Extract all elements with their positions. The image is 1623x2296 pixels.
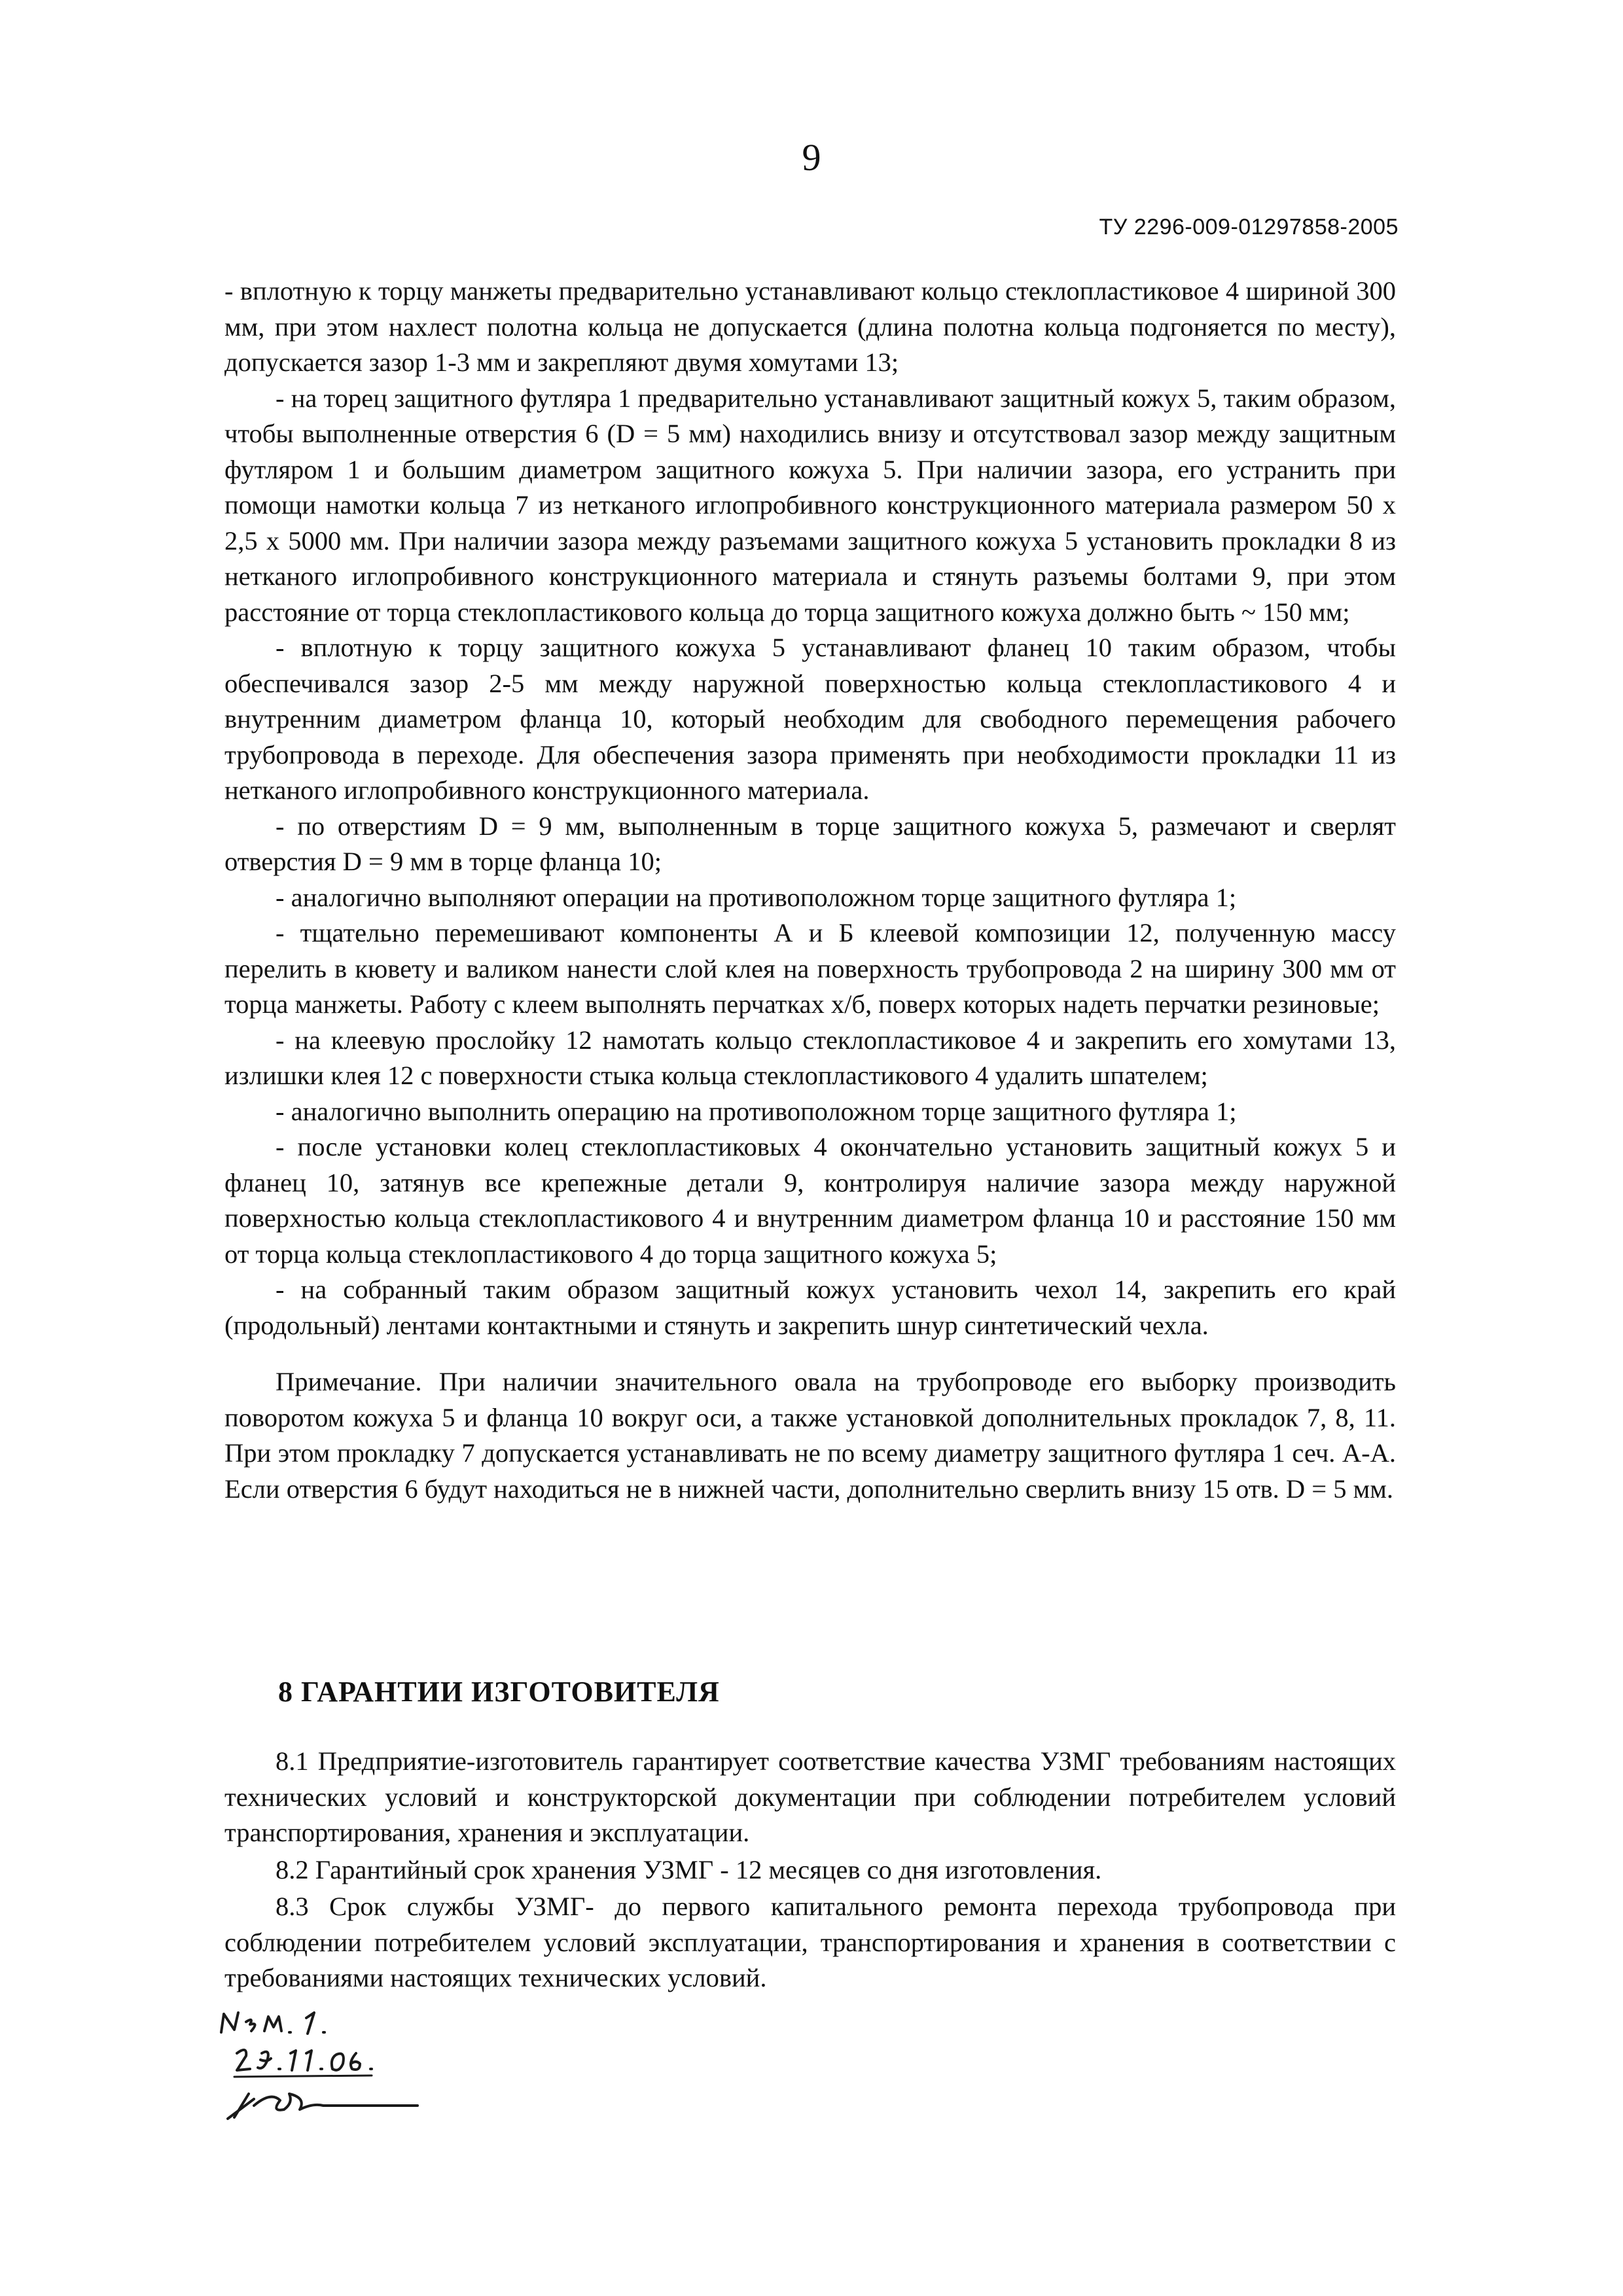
paragraph: - на клеевую прослойку 12 намотать кольцо стеклопластиковое 4 и закрепить его хомутами 13, излишки клея 12 с поверхности стыка кольца стеклопластикового 4 удалить шпателем; — [224, 1025, 1396, 1090]
note-paragraph: Примечание. При наличии значительного овала на трубопроводе его выборку производить поворотом кожуха 5 и фланца 10 вокруг оси, а также установкой дополнительных прокладок 7, 8, 11. При этом прокладку 7 допускается устанавливать не по всему диаметру защитного футляра 1 сеч. А-А. Если отверстия 6 будут находиться не в нижней части, дополнительно сверлить внизу 15 отв. D = 5 мм. — [224, 1367, 1396, 1504]
handwritten-revision-signature — [208, 2007, 431, 2132]
paragraph: - вплотную к торцу манжеты предварительно устанавливают кольцо стеклопластиковое 4 шириной 300 мм, при этом нахлест полотна кольца не допускается (длина полотна кольца подгоняется по месту), допускается зазор 1-3 мм и закрепляют двумя хомутами 13; — [224, 276, 1396, 377]
paragraph: - вплотную к торцу защитного кожуха 5 устанавливают фланец 10 таким образом, чтобы обеспечивался зазор 2-5 мм между наружной поверхностью кольца стеклопластикового 4 и внутренним диаметром фланца 10, который необходим для свободного перемещения рабочего трубопровода в переходе. Для обеспечения зазора применять при необходимости прокладки 11 из нетканого иглопробивного конструкционного материала. — [224, 633, 1396, 805]
paragraph: - по отверстиям D = 9 мм, выполненным в торце защитного кожуха 5, размечают и сверлят отверстия D = 9 мм в торце фланца 10; — [224, 811, 1396, 876]
paragraph: 8.1 Предприятие-изготовитель гарантирует соответствие качества УЗМГ требованиям настоящих технических условий и конструкторской документации при соблюдении потребителем условий транспортирования, хранения и эксплуатации. — [224, 1746, 1396, 1847]
document-code: ТУ 2296-009-01297858-2005 — [1099, 215, 1399, 239]
paragraph: - аналогично выполнить операцию на противоположном торце защитного футляра 1; — [276, 1096, 1237, 1126]
paragraph: - на собранный таким образом защитный кожух установить чехол 14, закрепить его край (продольный) лентами контактными и стянуть и закрепить шнур синтетический чехла. — [224, 1275, 1396, 1340]
paragraph: - тщательно перемешивают компоненты А и Б клеевой композиции 12, полученную массу перелить в кювету и валиком нанести слой клея на поверхность трубопровода 2 на ширину 300 мм от торца манжеты. Работу с клеем выполнять перчатках х/б, поверх которых надеть перчатки резиновые; — [224, 918, 1396, 1019]
section-title: 8 ГАРАНТИИ ИЗГОТОВИТЕЛЯ — [278, 1676, 720, 1708]
page-number: 9 — [802, 136, 821, 179]
paragraph: - после установки колец стеклопластиковых 4 окончательно установить защитный кожух 5 и фланец 10, затянув все крепежные детали 9, контролируя наличие зазора между наружной поверхностью кольца стеклопластикового 4 и внутренним диаметром фланца 10 и расстояние 150 мм от торца кольца стеклопластикового 4 до торца защитного кожуха 5; — [224, 1132, 1396, 1269]
paragraph: - на торец защитного футляра 1 предварительно устанавливают защитный кожух 5, таким образом, чтобы выполненные отверстия 6 (D = 5 мм) находились внизу и отсутствовал зазор между защитным футляром 1 и большим диаметром защитного кожуха 5. При наличии зазора, его устранить при помощи намотки кольца 7 из нетканого иглопробивного конструкционного материала размером 50 х 2,5 х 5000 мм. При наличии зазора между разъемами защитного кожуха 5 установить прокладки 8 из нетканого иглопробивного конструкционного материала и стянуть разъемы болтами 9, при этом расстояние от торца стеклопластикового кольца до торца защитного кожуха должно быть ~ 150 мм; — [224, 383, 1396, 627]
warranty-section — [224, 1744, 1396, 1996]
paragraph: 8.2 Гарантийный срок хранения УЗМГ - 12 месяцев со дня изготовления. — [276, 1854, 1102, 1884]
installation-instructions — [224, 274, 1396, 1507]
paragraph: - аналогично выполняют операции на противоположном торце защитного футляра 1; — [276, 882, 1237, 912]
paragraph: 8.3 Срок службы УЗМГ- до первого капитального ремонта перехода трубопровода при соблюдении потребителем условий эксплуатации, транспортирования и хранения в соответствии с требованиями настоящих технических условий. — [224, 1892, 1396, 1992]
